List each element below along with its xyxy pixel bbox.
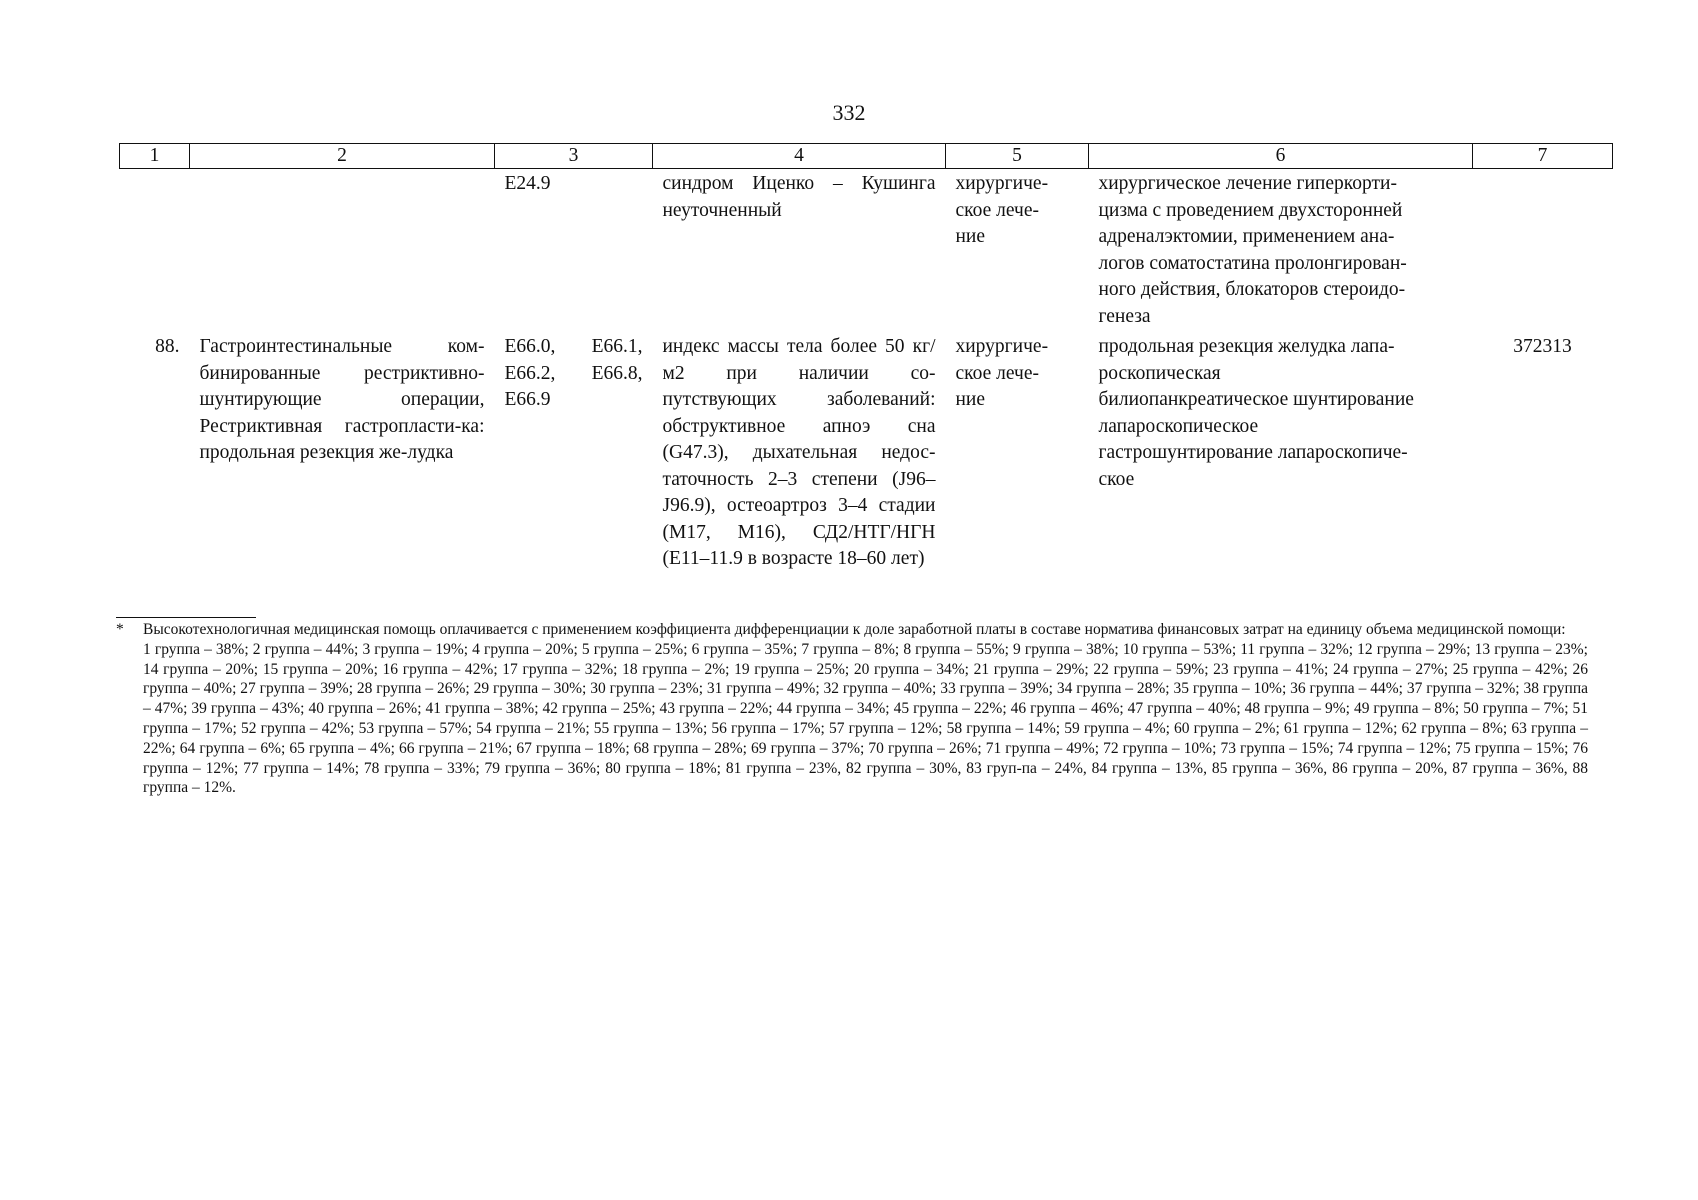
treatment-method-line: продольная резекция желудка лапа- — [1098, 336, 1395, 357]
treatment-type-line: ское лече- — [955, 362, 1040, 384]
treatment-method — [1089, 332, 1473, 575]
standard-cost: 372313 — [1513, 336, 1572, 357]
table-body — [120, 169, 1613, 575]
treatment-type-line: хирургиче- — [955, 336, 1049, 357]
treatment-method-line: гастрошунтирование лапароскопиче- — [1098, 442, 1408, 463]
column-header-2: 2 — [190, 144, 495, 169]
treatment-method-line: генеза — [1098, 305, 1151, 327]
treatment-method — [1089, 169, 1473, 333]
icd-code: E66.1, — [591, 336, 643, 357]
column-header-5: 5 — [946, 144, 1089, 169]
page-number: 332 — [832, 100, 866, 125]
footnote-intro: Высокотехнологичная медицинская помощь оплачивается с применением коэффициента дифференциации к доле заработной платы в составе норматива финансовых затрат на единицу объема медицинской помощи: — [143, 621, 1566, 638]
treatment-type-line: ское лече- — [955, 199, 1040, 221]
footnote-separator — [116, 617, 256, 618]
procedure-name: Гастроинтестинальные ком-бинированные рестриктивно-шунтирующие операции, Рестриктивная гастропласти-ка: продольная резекция же-лудка — [199, 336, 485, 463]
treatment-method-line: логов соматостатина пролонгирован- — [1098, 252, 1407, 274]
icd-codes — [495, 169, 653, 333]
icd-code: E66.8, — [591, 362, 643, 384]
treatment-method-line: цизма с проведением двухсторонней — [1098, 199, 1403, 221]
treatment-type — [946, 169, 1089, 333]
procedure-name — [190, 169, 495, 333]
icd-codes — [495, 332, 653, 575]
column-header-6: 6 — [1089, 144, 1473, 169]
footnote-groups: 1 группа – 38%; 2 группа – 44%; 3 группа – 19%; 4 группа – 20%; 5 группа – 25%; 6 группа – 35%; 7 группа – 8%; 8 группа – 55%; 9 группа – 38%; 10 группа – 53%; 11 группа – 32%; 12 группа – 29%; 13 группа – 23%; 14 группа – 20%; 15 группа – 20%; 16 группа – 42%; 17 группа – 32%; 18 группа – 2%; 19 группа – 25%; 20 группа – 34%; 21 группа – 29%; 22 группа – 59%; 23 группа – 41%; 24 группа – 27%; 25 группа – 42%; 26 группа – 40%; 27 группа – 39%; 28 группа – 26%; 29 группа – 30%; 30 группа – 23%; 31 группа – 49%; 32 группа – 40%; 33 группа – 39%; 34 группа – 28%; 35 группа – 10%; 36 группа – 44%; 37 группа – 32%; 38 группа – 47%; 39 группа – 43%; 40 группа – 26%; 41 группа – 38%; 42 группа – 25%; 43 группа – 22%; 44 группа – 34%; 45 группа – 22%; 46 группа – 46%; 47 группа – 40%; 48 группа – 9%; 49 группа – 8%; 50 группа – 7%; 51 группа – 17%; 52 группа – 42%; 53 группа – 57%; 54 группа – 21%; 55 группа – 13%; 56 группа – 17%; 57 группа – 12%; 58 группа – 14%; 59 группа – 4%; 60 группа – 2%; 61 группа – 12%; 62 группа – 8%; 63 группа – 22%; 64 группа – 6%; 65 группа – 4%; 66 группа – 21%; 67 группа – 18%; 68 группа – 28%; 69 группа – 37%; 70 группа – 26%; 71 группа – 49%; 72 группа – 10%; 73 группа – 15%; 74 группа – 12%; 75 группа – 15%; 76 группа – 12%; 77 группа – 14%; 78 группа – 33%; 79 группа – 36%; 80 группа – 18%; 81 группа – 23%, 82 группа – 30%, 83 груп-па – 24%, 84 группа – 13%, 85 группа – 36%, 86 группа – 20%, 87 группа – 36%, 88 группа – 12%. — [143, 640, 1588, 797]
header-row — [120, 144, 1613, 169]
column-header-7: 7 — [1473, 144, 1613, 169]
treatment-method-line: ного действия, блокаторов стероидо- — [1098, 279, 1406, 300]
treatment-type-line: хирургиче- — [955, 173, 1049, 194]
icd-code: E66.9 — [504, 389, 551, 410]
hmp-table — [119, 143, 1613, 575]
patient-model: индекс массы тела более 50 кг/м2 при наличии со-путствующих заболеваний: обструктивное апноэ сна (G47.3), дыхательная недос-таточность 2–3 степени (J96–J96.9), остеоартроз 3–4 стадии (M17, M16), СД2/НТГ/НГН (E11–11.9 в возрасте 18–60 лет) — [662, 336, 936, 569]
icd-code: E66.0, — [504, 336, 556, 357]
table-row — [120, 332, 1613, 575]
column-header-4: 4 — [653, 144, 946, 169]
row-number: 88. — [155, 336, 180, 357]
icd-code: E66.2, — [504, 362, 556, 384]
footnote — [116, 620, 1588, 798]
treatment-method-line: ское — [1098, 468, 1135, 490]
treatment-type-line: ние — [955, 226, 986, 247]
table-header — [120, 144, 1613, 169]
treatment-method-line: хирургическое лечение гиперкорти- — [1098, 173, 1397, 194]
footnote-marker: * — [116, 621, 124, 638]
patient-model: синдром Иценко – Кушинга неуточненный — [662, 173, 936, 221]
column-header-3: 3 — [495, 144, 653, 169]
treatment-method-line: лапароскопическое — [1098, 415, 1259, 437]
treatment-method-line: адреналэктомии, применением ана- — [1098, 226, 1395, 247]
treatment-method-line: билиопанкреатическое шунтирование — [1098, 389, 1414, 410]
treatment-method-line: роскопическая — [1098, 362, 1221, 384]
icd-code: E24.9 — [504, 173, 551, 194]
standard-cost — [1473, 169, 1613, 333]
treatment-type-line: ние — [955, 389, 986, 410]
row-number — [120, 169, 190, 333]
treatment-type — [946, 332, 1089, 575]
column-header-1: 1 — [120, 144, 190, 169]
table-row — [120, 169, 1613, 333]
